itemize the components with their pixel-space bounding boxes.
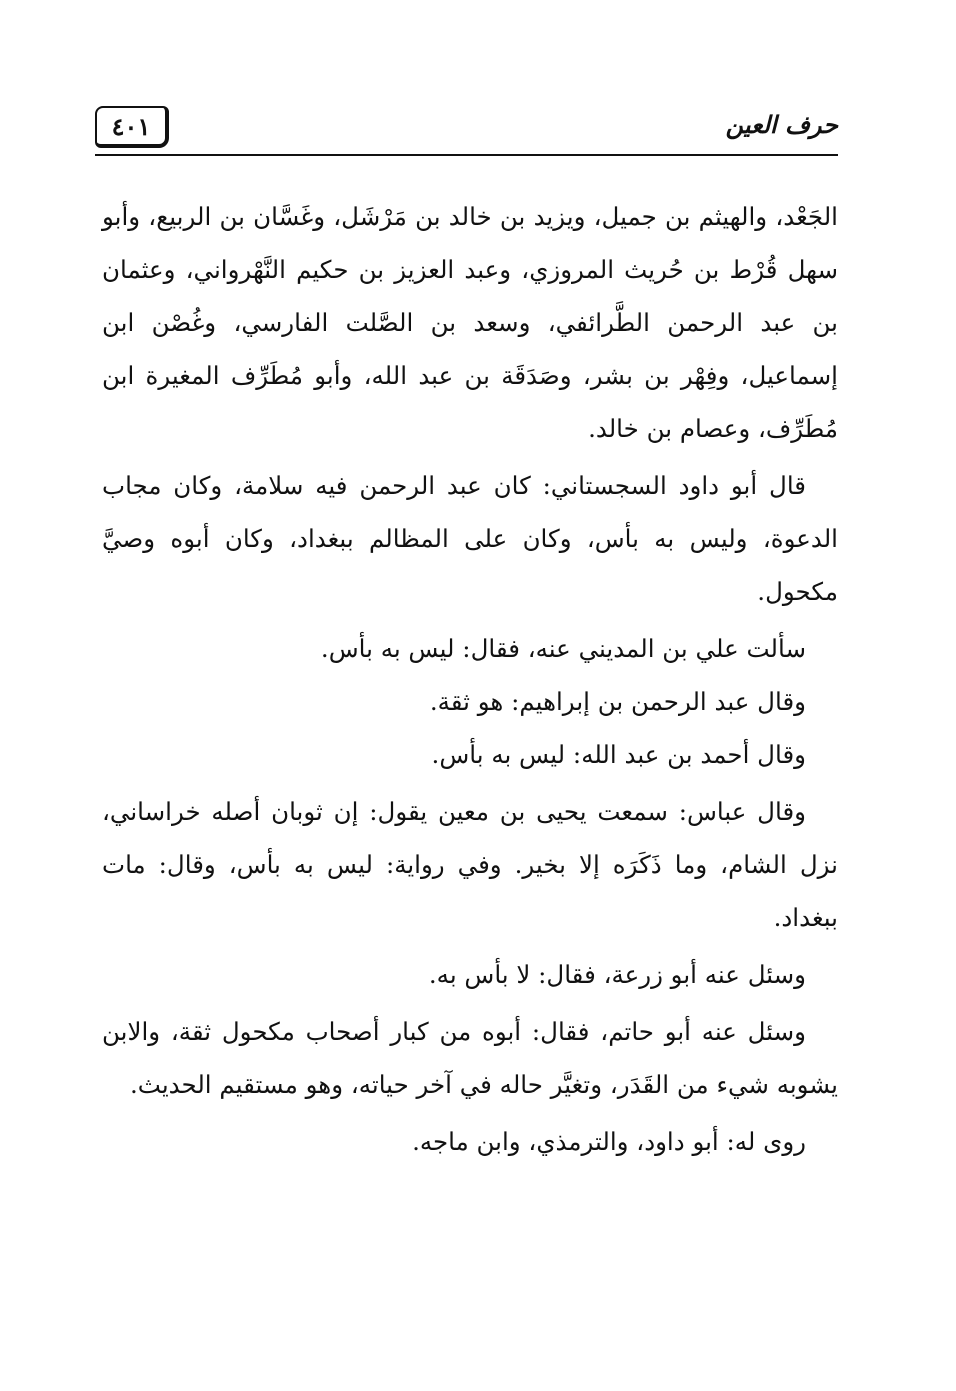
text-body	[102, 190, 838, 1172]
paragraph-ibn-al-madini: سألت علي بن المديني عنه، فقال: ليس به بأس.	[320, 634, 806, 663]
paragraph-narrators-list: الجَعْد، والهيثم بن جميل، ويزيد بن خالد بن مَرْشَل، وغَسَّان بن الربيع، وأبو سهل قُرْط بن حُريث المروزي، وعبد العزيز بن حكيم النَّهْرواني، وعثمان بن عبد الرحمن الطَّرائفي، وسعد بن الصَّلت الفارسي، وغُصْن ابن إسماعيل، وفِهْر بن بشر، وصَدَقَة بن عبد الله، وأبو مُطَرِّف المغيرة ابن مُطَرِّف، وعصام بن خالد.	[102, 202, 838, 443]
paragraph-abu-dawud: قال أبو داود السجستاني: كان عبد الرحمن فيه سلامة، وكان مجاب الدعوة، وليس به بأس، وكان على المظالم ببغداد، وكان أبوه وصيَّ مكحول.	[102, 471, 838, 606]
paragraph-abu-zura: وسئل عنه أبو زرعة، فقال: لا بأس به.	[428, 960, 806, 989]
paragraph-abd-al-rahman: وقال عبد الرحمن بن إبراهيم: هو ثقة.	[429, 687, 806, 716]
running-title: حرف العين	[725, 110, 838, 139]
paragraph-abbas: وقال عباس: سمعت يحيى بن معين يقول: إن ثوبان أصله خراساني، نزل الشام، وما ذَكَرَه إلا بخير. وفي رواية: ليس به بأس، وقال: مات ببغداد.	[102, 797, 838, 932]
paragraph-abu-hatim: وسئل عنه أبو حاتم، فقال: أبوه من كبار أصحاب مكحول ثقة، والابن يشوبه شيء من القَدَر، وتغيَّر حاله في آخر حياته، وهو مستقيم الحديث.	[102, 1017, 838, 1099]
paragraph-narrated-by: روى له: أبو داود، والترمذي، وابن ماجه.	[412, 1127, 806, 1156]
page-number: ٤٠١	[95, 106, 169, 148]
paragraph-ahmad: وقال أحمد بن عبد الله: ليس به بأس.	[431, 740, 806, 769]
header-rule	[95, 154, 838, 156]
page-header	[95, 100, 838, 160]
